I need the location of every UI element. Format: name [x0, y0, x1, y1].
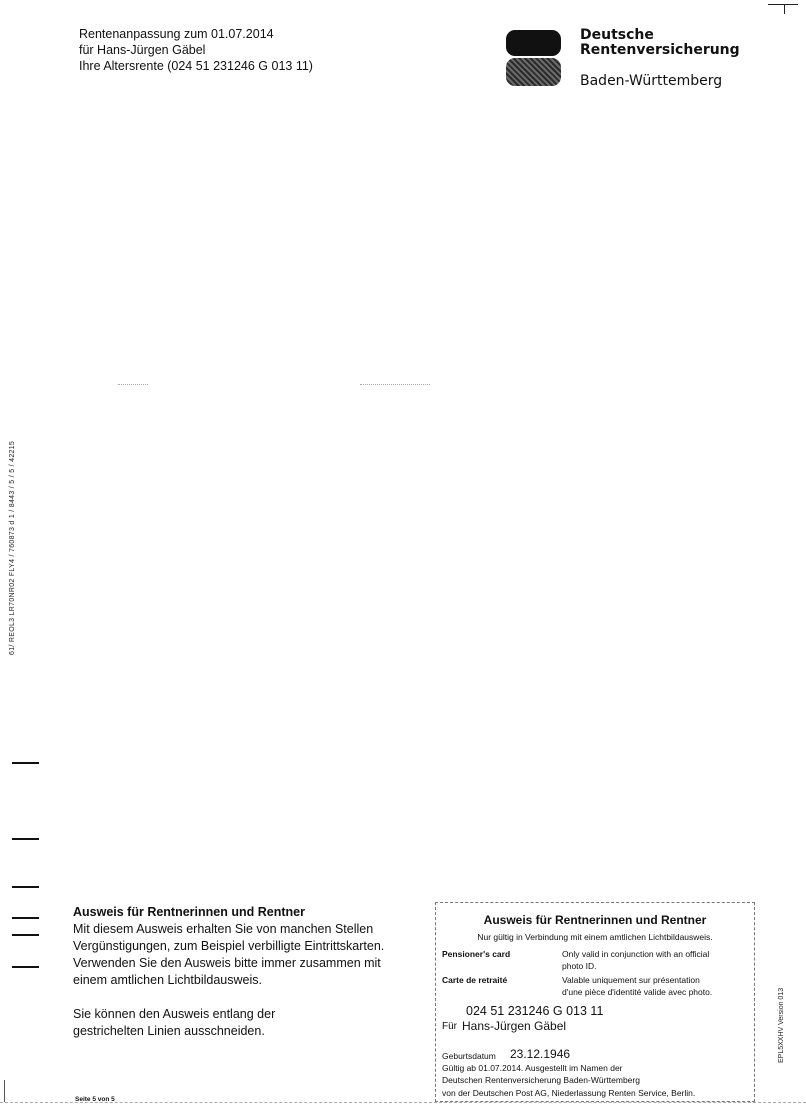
letter-recipient: für Hans-Jürgen Gäbel: [79, 43, 206, 57]
cut-guide-left: [4, 1080, 5, 1102]
margin-mark: [12, 966, 39, 968]
card-label-en: Pensioner's card: [442, 949, 511, 959]
info-line: Verwenden Sie den Ausweis bitte immer zusammen mit: [73, 956, 381, 970]
margin-print-code: 61/ REOL3 LR70NR02 FLY4 / 760873 d 1 / 8443 / 5 / 5 / 42215: [9, 440, 16, 655]
cut-instruction-line: Sie können den Ausweis entlang der: [73, 1007, 276, 1021]
card-holder-name: Hans-Jürgen Gäbel: [462, 1019, 567, 1033]
pensioner-card[interactable]: [435, 902, 755, 1102]
card-text-en: photo ID.: [562, 961, 597, 971]
logo-name-line2: Rentenversicherung: [580, 42, 740, 58]
corner-mark-vertical: [784, 4, 785, 14]
cut-instruction-line: gestrichelten Linien ausschneiden.: [73, 1024, 265, 1038]
fold-dots: [118, 384, 148, 386]
card-title: Ausweis für Rentnerinnen und Rentner: [483, 913, 707, 927]
card-text-en: Only valid in conjunction with an official: [562, 949, 710, 959]
fold-dots: [360, 384, 430, 386]
info-line: einem amtlichen Lichtbildausweis.: [73, 973, 262, 987]
margin-mark: [12, 934, 39, 936]
card-subtitle: Nur gültig in Verbindung mit einem amtlichen Lichtbildausweis.: [477, 932, 713, 942]
logo-name-line1: Deutsche: [580, 27, 654, 43]
letter-subject: Rentenanpassung zum 01.07.2014: [79, 27, 274, 41]
card-post-line: von der Deutschen Post AG, Niederlassung Renten Service, Berlin.: [442, 1088, 696, 1098]
margin-mark: [12, 917, 39, 919]
card-label-fr: Carte de retraité: [442, 975, 508, 985]
cut-guide-bottom: [0, 1102, 806, 1103]
page-number: Seite 5 von 5: [75, 1096, 115, 1103]
card-birth-label: Geburtsdatum: [442, 1051, 496, 1061]
card-version-code: EPL5XXHV Version 013: [778, 987, 785, 1063]
info-line: Vergünstigungen, zum Beispiel verbilligte Eintrittskarten.: [73, 939, 385, 953]
margin-mark: [12, 838, 39, 840]
info-title: Ausweis für Rentnerinnen und Rentner: [73, 905, 305, 919]
logo-mark-top: [506, 30, 561, 56]
margin-mark: [12, 886, 39, 888]
card-for-label: Für: [442, 1021, 457, 1032]
card-text-fr: d'une pièce d'identité valide avec photo.: [562, 987, 713, 997]
margin-mark: [12, 762, 39, 764]
logo-region: Baden-Württemberg: [580, 73, 723, 89]
letter-reference: Ihre Altersrente (024 51 231246 G 013 11): [79, 59, 313, 73]
card-valid-line: Gültig ab 01.07.2014. Ausgestellt im Namen der: [442, 1063, 623, 1073]
card-text-fr: Valable uniquement sur présentation: [562, 975, 700, 985]
logo-mark-bottom: [506, 58, 561, 86]
info-line: Mit diesem Ausweis erhalten Sie von manchen Stellen: [73, 922, 374, 936]
card-issuer-line: Deutschen Rentenversicherung Baden-Württemberg: [442, 1075, 640, 1085]
card-insurance-number: 024 51 231246 G 013 11: [466, 1004, 604, 1018]
card-birth-date: 23.12.1946: [510, 1047, 571, 1061]
corner-mark-horizontal: [768, 4, 798, 5]
